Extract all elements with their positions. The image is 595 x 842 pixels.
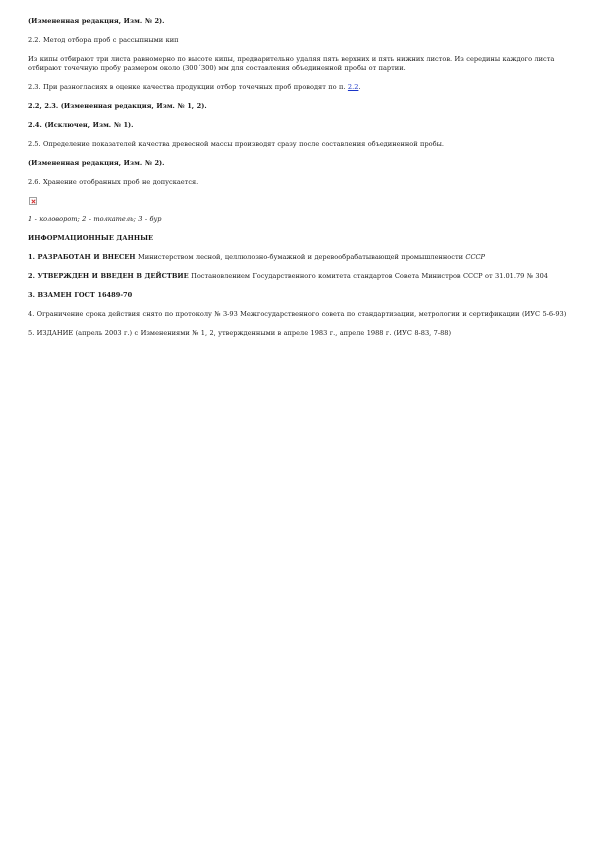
section-2-3-end: . (358, 83, 361, 91)
amendment-note-3: (Измененная редакция, Изм. № 2). (28, 159, 165, 167)
info-item-2 (28, 272, 573, 281)
info-item-5: 5. ИЗДАНИЕ (апрель 2003 г.) с Изменениями № 1, 2, утвержденными в апреле 1983 г., апреле 1988 г. (ИУС 8-83, 7-88) (28, 329, 452, 337)
section-2-3 (28, 83, 573, 92)
section-2-5: 2.5. Определение показателей качества древесной массы производят сразу после составления объединенной пробы. (28, 140, 444, 148)
section-2-6: 2.6. Хранение отобранных проб не допускается. (28, 178, 199, 186)
section-2-2-text: Из кипы отбирают три листа равномерно по высоте кипы, предварительно удаляя пять верхних и пять нижних листов. Из середины каждого листа отбирают точечную пробу размером около (300´300) мм для составления объединенной пробы от партии. (28, 55, 555, 72)
document-page (28, 17, 573, 348)
clause-2-2-link[interactable]: 2.2 (347, 83, 359, 91)
section-2-2-title: 2.2. Метод отбора проб с рассыпными кип (28, 36, 179, 44)
info-item-3: 3. ВЗАМЕН ГОСТ 16489-70 (28, 291, 133, 299)
info-item-1-label: 1. РАЗРАБОТАН И ВНЕСЕН (28, 253, 136, 261)
info-item-1 (28, 253, 573, 262)
info-heading: ИНФОРМАЦИОННЫЕ ДАННЫЕ (28, 234, 154, 242)
info-item-2-label: 2. УТВЕРЖДЕН И ВВЕДЕН В ДЕЙСТВИЕ (28, 272, 189, 280)
info-item-1-text: Министерством лесной, целлюлозно-бумажной и деревообрабатывающей промышленности (137, 253, 463, 261)
section-2-3-text: 2.3. При разногласиях в оценке качества продукции отбор точечных проб проводят по п. (28, 83, 346, 91)
figure-caption: 1 - коловорот; 2 - толкатель; 3 - бур (28, 215, 162, 223)
amendment-note-1: (Измененная редакция, Изм. № 2). (28, 17, 165, 25)
broken-image-icon (29, 197, 37, 205)
info-item-4: 4. Ограничение срока действия снято по протоколу № 3-93 Межгосударственного совета по стандартизации, метрологии и сертификации (ИУС 5-6-93) (28, 310, 567, 318)
amendment-note-2: 2.2, 2.3. (Измененная редакция, Изм. № 1, 2). (28, 102, 207, 110)
section-2-4: 2.4. (Исключен, Изм. № 1). (28, 121, 134, 129)
info-item-2-text: Постановлением Государственного комитета стандартов Совета Министров СССР от 31.01.79 № 304 (191, 272, 548, 280)
info-item-1-tail: СССР (465, 253, 485, 261)
